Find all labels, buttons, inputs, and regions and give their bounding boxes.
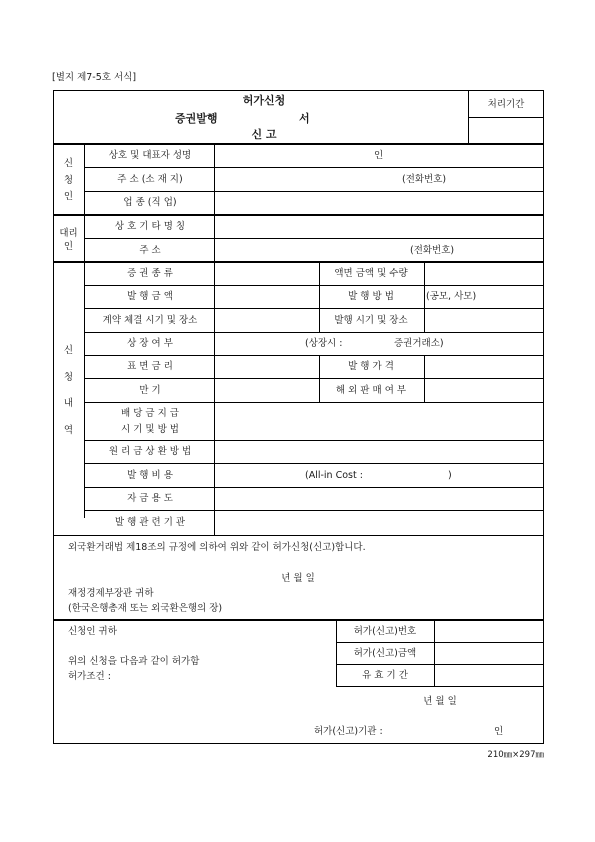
processing-period-label: 처리기간 [487, 99, 525, 110]
issue-method-label: 발 행 방 법 [348, 291, 394, 302]
approval-seal: 인 [494, 726, 504, 737]
dividend-label-line2: 시 기 및 방 법 [121, 424, 179, 435]
row-line [84, 355, 544, 356]
title-bottom-rule [53, 143, 544, 145]
issue-amount-label: 발 행 금 액 [127, 291, 173, 302]
issue-method-note: (공모, 사모) [426, 291, 477, 302]
row-line [336, 664, 544, 665]
coupon-label: 표 면 금 리 [127, 361, 173, 372]
applicant-business-label: 업 종 (직 업) [123, 197, 177, 208]
row-line [84, 487, 544, 488]
permit-number-label: 허가(신고)번호 [353, 626, 417, 637]
title-line1: 허가신청 [242, 94, 286, 107]
repayment-label: 원 리 금 상 환 방 법 [108, 446, 192, 457]
agent-phone: (전화번호) [410, 245, 455, 256]
col-divider [434, 620, 435, 687]
applicant-phone: (전화번호) [402, 174, 447, 185]
listing-label: 상 장 여 부 [127, 338, 173, 349]
row-line [84, 463, 544, 464]
fund-use-label: 자 금 용 도 [127, 493, 173, 504]
col-divider [424, 262, 425, 332]
issue-time-label: 발행 시기 및 장소 [334, 315, 408, 326]
declaration-date: 년 월 일 [281, 573, 315, 584]
title-line2-right: 서 [299, 112, 310, 125]
all-in-cost-right: ) [448, 470, 452, 481]
validity-label: 유 효 기 간 [362, 670, 408, 681]
row-line [84, 167, 544, 168]
row-line [84, 402, 544, 403]
declaration-addressee: 재정경제부장관 귀하 [68, 588, 154, 599]
agent-bottom-rule [53, 261, 544, 263]
declaration-bottom-rule [53, 619, 544, 621]
col-divider [319, 262, 320, 332]
row-line [84, 285, 544, 286]
title-line2-left: 증권발행 [175, 112, 218, 125]
permit-amount-label: 허가(신고)금액 [353, 648, 417, 659]
security-type-label: 증 권 종 류 [127, 268, 173, 279]
approval-authority: 허가(신고)기관 : [314, 726, 383, 737]
title-line3: 신 고 [251, 128, 277, 141]
label-column-divider [214, 144, 215, 536]
listing-note-right: 증권거래소) [394, 338, 444, 349]
issue-cost-label: 발 행 비 용 [127, 470, 173, 481]
row-line [84, 510, 544, 511]
applicant-bottom-rule [53, 214, 544, 216]
row-line [84, 378, 544, 379]
issue-price-label: 발 행 가 격 [348, 361, 394, 372]
declaration-addressee-note: (한국은행총재 또는 외국환은행의 장) [68, 603, 223, 614]
details-bottom-rule [53, 535, 544, 536]
section-label-column-divider [84, 144, 85, 518]
all-in-cost-left: (All-in Cost : [305, 470, 363, 481]
approval-conditions: 허가조건 : [68, 671, 111, 682]
applicant-section-label: 신 청 인 [63, 158, 74, 202]
approval-date: 년 월 일 [423, 696, 457, 707]
approval-statement: 위의 신청을 다음과 같이 허가함 [68, 656, 200, 667]
applicant-name-label: 상호 및 대표자 성명 [108, 150, 192, 161]
listing-note-left: (상장시 : [305, 338, 343, 349]
row-line [84, 332, 544, 333]
declaration-text: 외국환거래법 제18조의 규정에 의하여 위와 같이 허가신청(신고)합니다. [68, 542, 366, 553]
processing-divider [468, 117, 544, 118]
applicant-seal: 인 [374, 150, 384, 161]
row-line [84, 308, 544, 309]
agent-section-label: 대리 인 [59, 228, 78, 252]
maturity-label: 만 기 [139, 385, 161, 396]
row-line [84, 238, 544, 239]
applicant-address-label: 주 소 (소 재 지) [117, 174, 183, 185]
face-value-label: 액면 금액 및 수량 [334, 268, 408, 279]
dividend-label-line1: 배 당 금 지 급 [121, 408, 179, 419]
approval-applicant-to: 신청인 귀하 [68, 626, 117, 637]
paper-size: 210㎜×297㎜ [487, 750, 544, 760]
details-section-label: 신 청 내 역 [63, 345, 74, 436]
row-line [336, 686, 544, 687]
row-line [336, 642, 544, 643]
row-line [84, 440, 544, 441]
row-line [84, 191, 544, 192]
contract-time-label: 계약 체결 시기 및 장소 [102, 315, 198, 326]
form-label: [별지 제7-5호 서식] [52, 72, 137, 83]
agent-name-label: 상 호 기 타 명 칭 [114, 221, 186, 232]
issuing-agency-label: 발 행 관 련 기 관 [114, 517, 186, 528]
overseas-sales-label: 해 외 판 매 여 부 [335, 385, 407, 396]
col-divider [336, 620, 337, 687]
agent-address-label: 주 소 [139, 245, 161, 256]
